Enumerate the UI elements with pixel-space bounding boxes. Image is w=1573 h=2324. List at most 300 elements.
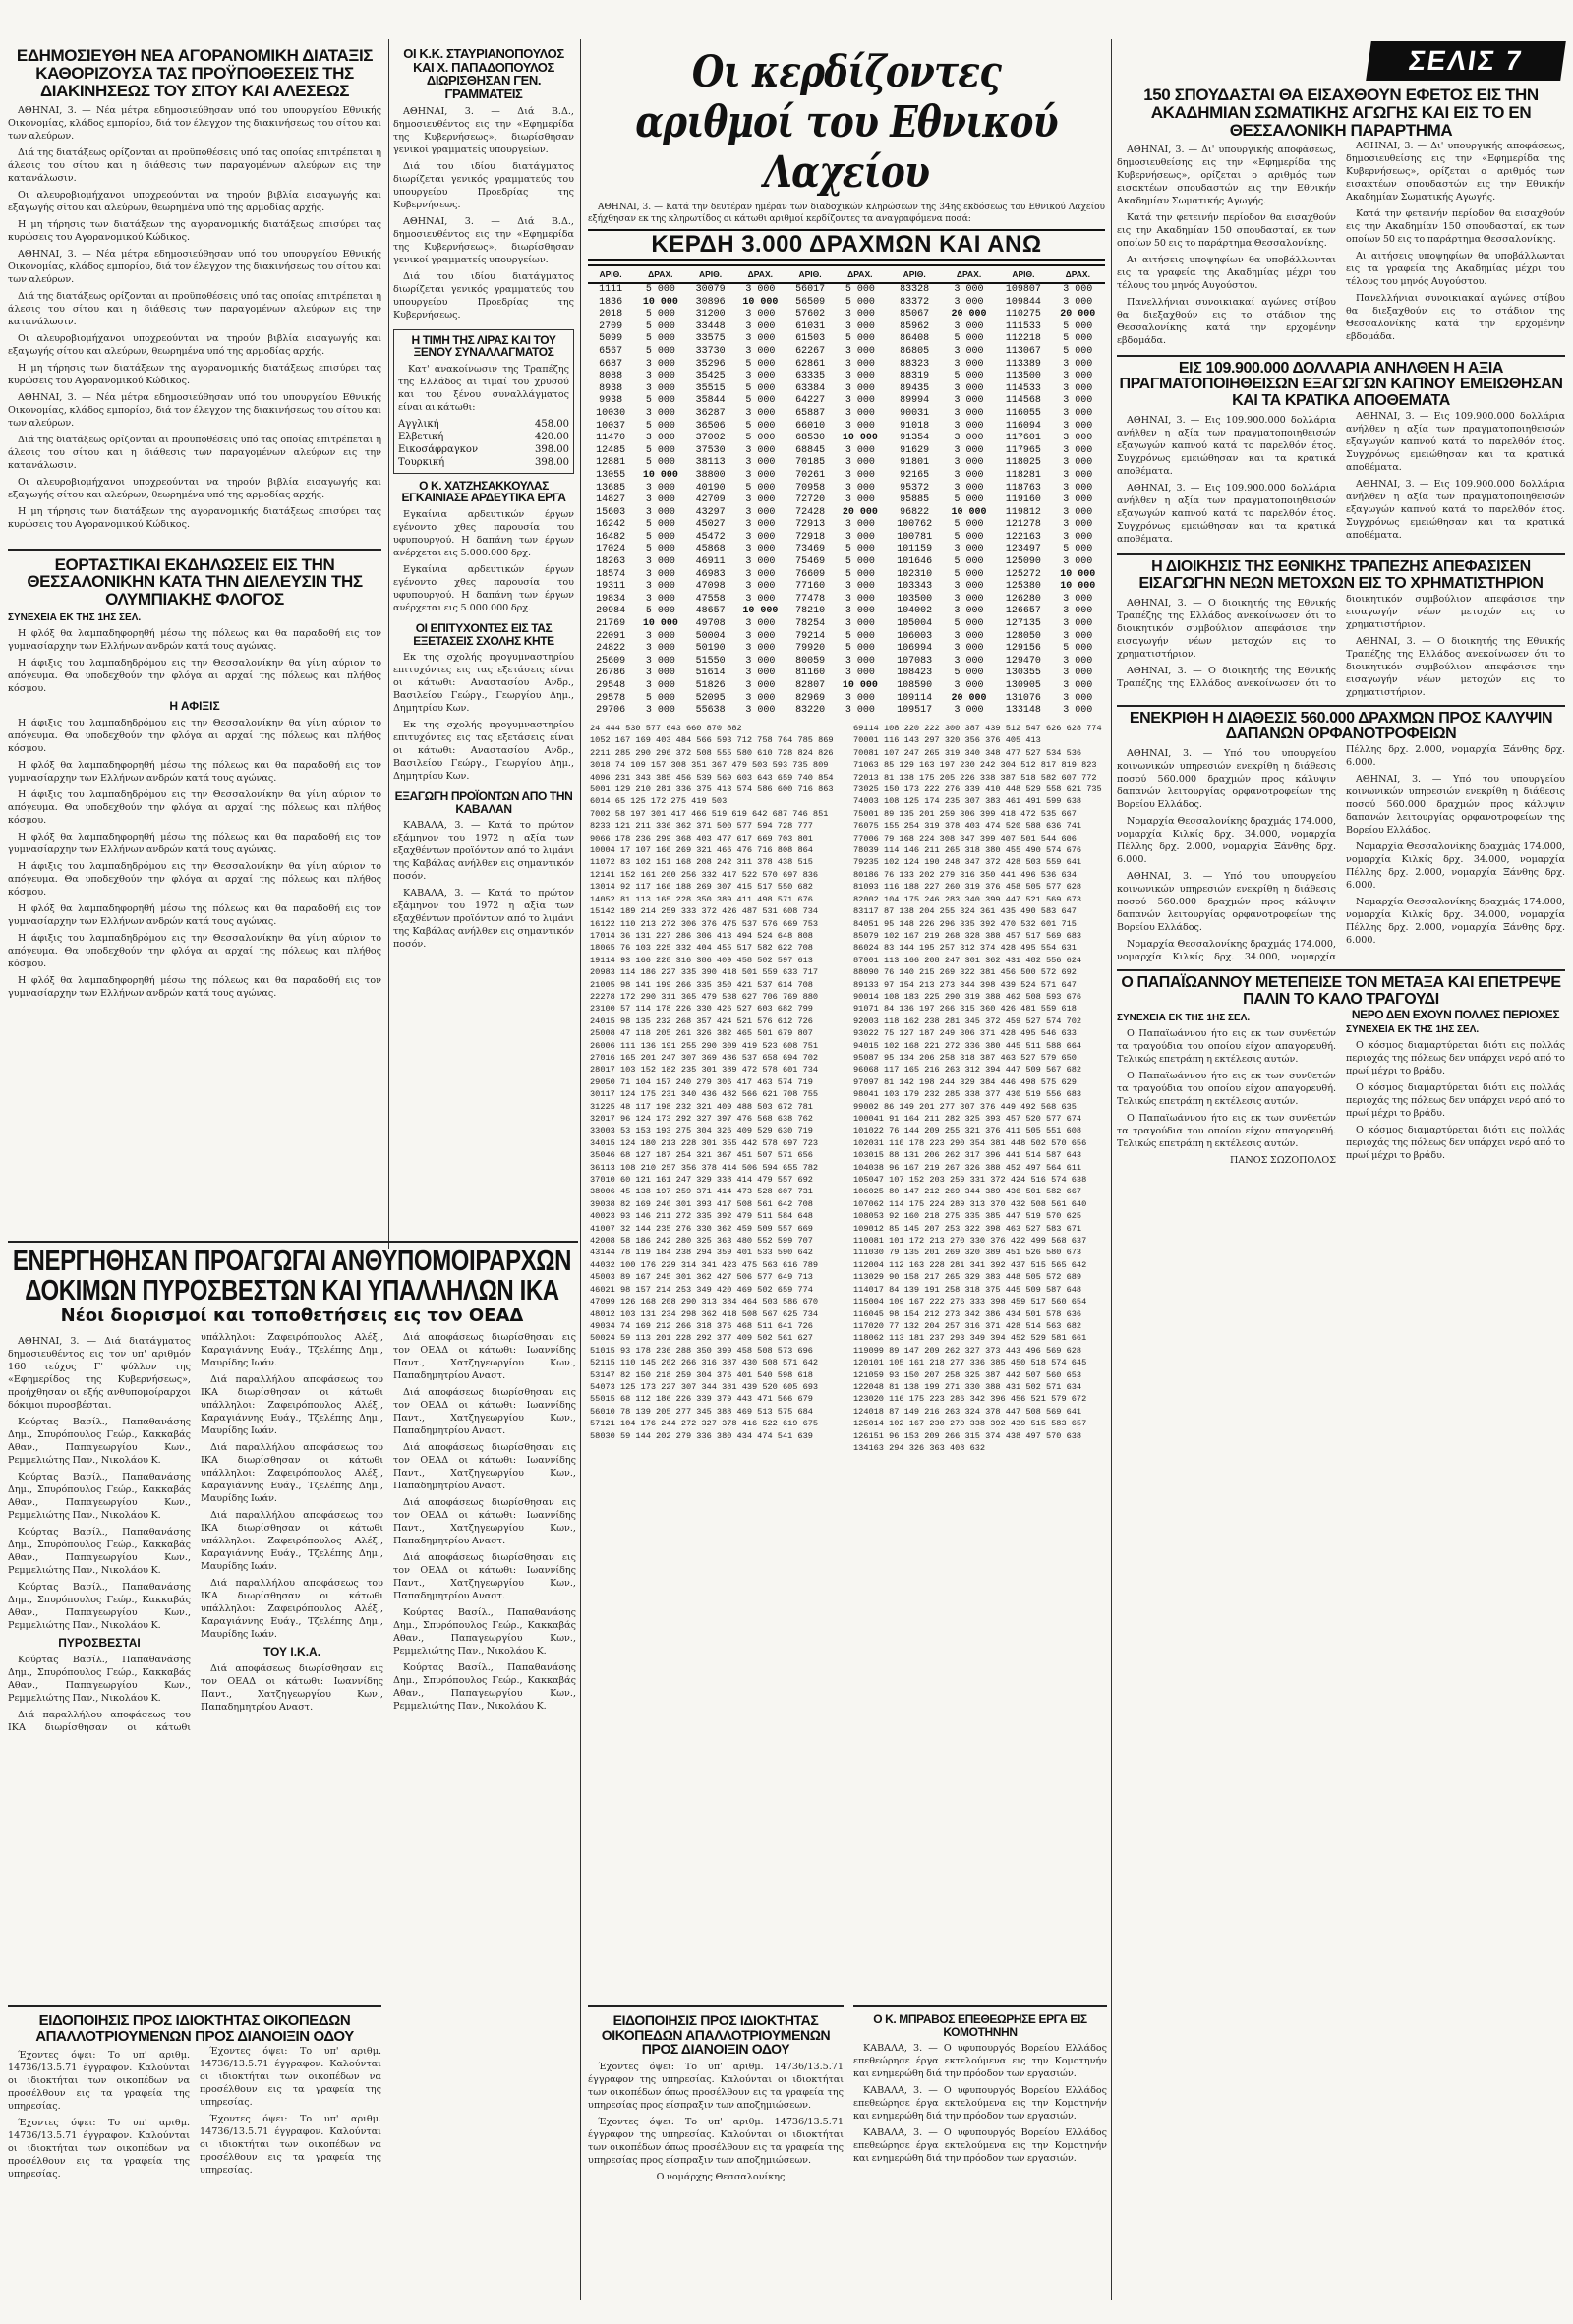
ticket-number: 130905: [1005, 680, 1041, 691]
ticket-number: 106994: [897, 643, 933, 655]
prize-amount: 3 000: [745, 544, 776, 555]
ticket-number: 91801: [900, 457, 930, 469]
prize-number-row: 13014 92 117 166 188 269 307 415 517 550 682: [590, 882, 813, 893]
prize-amount: 3 000: [845, 382, 875, 394]
ticket-number: 50190: [695, 643, 726, 655]
prize-amount: 5 000: [645, 531, 675, 543]
prize-amount: 3 000: [745, 643, 776, 655]
prize-amount: 3 000: [845, 705, 875, 716]
article-paragraph: Η άφιξις του λαμπαδηδρόμου εις την Θεσσαλονίκην θα γίνη αύριον το απόγευμα. Θα υποδεχθούν την φλόγα αι αρχαί της πόλεως και πλήθος κόσμου.: [8, 789, 381, 827]
prize-amount: 3 000: [954, 320, 984, 332]
article-headline: ΟΙ Κ.Κ. ΣΤΑΥΡΙΑΝΟΠΟΥΛΟΣ ΚΑΙ Χ. ΠΑΠΑΔΟΠΟΥΛΟΣ ΔΙΩΡΙΣΘΗΣΑΝ ΓΕΝ. ΓΡΑΜΜΑΤΕΙΣ: [403, 47, 564, 101]
article-paragraph: Η μη τήρησις των διατάξεων της αγορανομικής διατάξεως επισύρει τας κυρώσεις του Αγορανομικού Κώδικος.: [8, 505, 381, 530]
prize-amount: 3 000: [845, 358, 875, 370]
ticket-number: 15603: [596, 506, 626, 518]
table-header-cell: ΑΡΙΘ.: [588, 265, 633, 283]
ticket-number: 38113: [695, 457, 726, 469]
ticket-number: 66010: [795, 420, 826, 432]
article-paragraph: Αι αιτήσεις υποψηφίων θα υποβάλλωνται εις τα γραφεία της Ακαδημίας μέχρι του τέλους του μηνός Αυγούστου.: [1346, 250, 1565, 287]
prize-number-row: 40023 93 146 211 272 335 392 479 511 584 648: [590, 1211, 813, 1222]
column-rule: [388, 39, 389, 1249]
prize-number-row: 89133 97 154 213 273 344 398 439 524 571 647: [853, 979, 1077, 990]
ticket-number: 63384: [795, 382, 826, 394]
prize-amount: 3 000: [645, 371, 675, 382]
rate-value: 398.00: [535, 456, 569, 468]
prize-amount: 5 000: [845, 284, 875, 295]
prize-amount: 5 000: [954, 531, 984, 543]
ticket-number: 123497: [1005, 544, 1041, 555]
prize-amount: 3 000: [1063, 420, 1093, 432]
article-paragraph: Εγκαίνια αρδευτικών έργων εγένοντο χθες παρουσία του υφυπουργού. Η δαπάνη των έργων ανέρχεται εις 5.000.000 δρχ.: [393, 508, 574, 558]
article-paragraph: Νομαρχία Θεσσαλονίκης δραχμάς 174.000, νομαρχία Κιλκίς δρχ. 34.000, νομαρχία Πέλλης δρχ. 2.000, νομαρχία Ξάνθης δρχ. 6.000.: [1346, 897, 1565, 947]
prize-amount: 3 000: [745, 506, 776, 518]
article-paragraph: Η άφιξις του λαμπαδηδρόμου εις την Θεσσαλονίκην θα γίνη αύριον το απόγευμα. Θα υποδεχθούν την φλόγα αι αρχαί της πόλεως και πλήθος κόσμου.: [8, 658, 381, 695]
article-subhead: ΠΥΡΟΣΒΕΣΤΑΙ: [58, 1635, 141, 1650]
ticket-number: 10037: [596, 420, 626, 432]
article-paragraph: Διά αποφάσεως διωρίσθησαν εις τον ΟΕΑΔ οι κάτωθι: Ιωαννίδης Παντ., Χατζηγεωργίου Κων., Παπαδημητρίου Αναστ.: [393, 1331, 576, 1381]
prize-amount: 5 000: [645, 457, 675, 469]
prize-number-row: 33003 53 153 193 275 304 326 409 529 630 719: [590, 1126, 813, 1136]
ticket-number: 14827: [596, 494, 626, 506]
prize-number-row: 25008 47 118 205 261 326 382 465 501 679 807: [590, 1028, 813, 1039]
article-paragraph: Η μη τήρησις των διατάξεων της αγορανομικής διατάξεως επισύρει τας κυρώσεις του Αγορανομικού Κώδικος.: [8, 218, 381, 243]
ticket-number: 127135: [1005, 618, 1041, 630]
prize-number-row: 58030 59 144 202 279 336 380 434 474 541 639: [590, 1430, 813, 1441]
prize-amount: 3 000: [1063, 692, 1093, 704]
prize-amount: 3 000: [745, 284, 776, 295]
prize-amount: 3 000: [745, 568, 776, 580]
prize-amount: 5 000: [645, 420, 675, 432]
prize-number-row: 39038 82 169 240 301 393 417 508 561 642 708: [590, 1198, 813, 1209]
prize-amount: 5 000: [845, 544, 875, 555]
prize-amount: 3 000: [845, 309, 875, 320]
ticket-number: 103343: [897, 581, 933, 593]
ticket-number: 64227: [795, 395, 826, 407]
article-paragraph: Εκ της σχολής προγυμναστηρίου επιτυχόντες εις τας εξετάσεις είναι οι κάτωθι: Αναστασίου Ανδρ., Βασιλείου Γεώργ., Γεωργίου Δημ., Δημητρίου Κων.: [393, 720, 574, 783]
prize-amount: 5 000: [745, 482, 776, 494]
ticket-number: 92165: [900, 469, 930, 481]
ticket-number: 89994: [900, 395, 930, 407]
article-paragraph: Διά της διατάξεως ορίζονται αι προϋποθέσεις υπό τας οποίας επιτρέπεται η άλεσις του σίτου και η διάθεσις των παραγομένων αλεύρων εις την κατανάλωσιν.: [8, 146, 381, 184]
prize-number-row: 16122 110 213 272 306 376 475 537 576 669 753: [590, 918, 819, 929]
prize-amount: 5 000: [645, 395, 675, 407]
prize-amount: 3 000: [954, 482, 984, 494]
ticket-number: 45027: [695, 519, 726, 531]
article-paragraph: ΑΘΗΝΑΙ, 3. — Διά διατάγματος δημοσιευθέντος εις τον υπ' αριθμόν 160 τεύχος Γ' φύλλον της «Εφημερίδος της Κυβερνήσεως», προήχθησαν οι εξής ανθυπομοίραρχοι δόκιμοι πυροσβέσται.: [8, 1335, 191, 1411]
prize-amount: 3 000: [645, 407, 675, 419]
ticket-number: 8088: [599, 371, 623, 382]
prize-number-row: 35046 68 127 187 254 321 367 451 507 571 656: [590, 1150, 813, 1161]
prize-number-row: 21005 98 141 199 266 335 350 421 537 614 708: [590, 979, 813, 990]
ticket-number: 29548: [596, 680, 626, 691]
ticket-number: 46911: [695, 556, 726, 568]
table-row: [588, 643, 1105, 656]
prize-number-row: 27016 165 201 247 307 369 486 537 658 694 702: [590, 1052, 819, 1063]
prize-number-row: 101022 76 144 209 255 321 376 411 505 551 608: [853, 1126, 1082, 1136]
ticket-number: 33730: [695, 345, 726, 357]
article-headline: ΕΝΕΚΡΙΘΗ Η ΔΙΑΘΕΣΙΣ 560.000 ΔΡΑΧΜΩΝ ΠΡΟΣ ΚΑΛΥΨΙΝ ΔΑΠΑΝΩΝ ΟΡΦΑΝΟΤΡΟΦΕΙΩΝ: [1129, 709, 1553, 743]
ticket-number: 50004: [695, 630, 726, 642]
ticket-number: 108590: [897, 680, 933, 691]
ticket-number: 26786: [596, 668, 626, 679]
table-row: [588, 297, 1105, 310]
ticket-number: 29706: [596, 705, 626, 716]
prize-number-row: 86024 83 144 195 257 312 374 428 495 554 631: [853, 943, 1077, 954]
prize-number-row: 30117 124 175 231 340 436 482 566 621 708 755: [590, 1089, 819, 1100]
prize-number-row: 29050 71 104 157 240 279 306 417 463 574 719: [590, 1076, 813, 1087]
table-row: [588, 408, 1105, 421]
prize-number-row: 108053 92 160 218 275 335 385 447 519 570 625: [853, 1211, 1082, 1222]
prize-amount: 5 000: [954, 668, 984, 679]
article-paragraph: ΑΘΗΝΑΙ, 3. — Δι' υπουργικής αποφάσεως, δημοσιευθείσης εις την «Εφημερίδα της Κυβερνήσεως», ορίζεται ο αριθμός των εισακτέων σπουδαστών εις την Εθνικήν Ακαδημίαν Σωματικής Αγωγής.: [1117, 144, 1336, 206]
prize-amount: 20 000: [951, 692, 987, 704]
prize-number-row: 126151 96 153 209 266 315 374 438 497 570 638: [853, 1430, 1082, 1441]
prize-number-row: 43144 78 119 184 238 294 359 401 533 590 642: [590, 1248, 813, 1258]
prize-amount: 3 000: [954, 469, 984, 481]
prize-amount: 3 000: [1063, 593, 1093, 605]
ticket-number: 85067: [900, 309, 930, 320]
ticket-number: 83220: [795, 705, 826, 716]
ticket-number: 12485: [596, 444, 626, 456]
ticket-number: 88319: [900, 371, 930, 382]
prize-number-row: 9066 178 236 299 368 403 477 617 669 703 801: [590, 833, 813, 843]
table-header-cell: ΑΡΙΘ.: [688, 265, 733, 283]
prize-amount: 5 000: [645, 544, 675, 555]
lottery-results: [588, 47, 1105, 716]
table-row: [588, 445, 1105, 458]
notice-center: [588, 2005, 844, 2308]
prize-amount: 3 000: [745, 309, 776, 320]
prize-number-row: 73025 150 173 222 276 339 410 448 529 558 621 735: [853, 784, 1102, 795]
article-paragraph: Η φλόξ θα λαμπαδηφορηθή μέσω της πόλεως και θα παραδοθή εις τον γυμνασίαρχην των Ελλήνων ανδρών κατά τους αγώνας.: [8, 975, 381, 1000]
prize-number-row: 105047 107 152 203 259 331 372 424 516 574 638: [853, 1175, 1087, 1186]
ticket-number: 62267: [795, 345, 826, 357]
article-paragraph: Πανελλήνιαι συνοικιακαί αγώνες στίβου θα διεξαχθούν εις το στάδιον της Θεσσαλονίκης κατά την ερχομένην εβδομάδα.: [1346, 292, 1565, 342]
ticket-number: 10030: [596, 407, 626, 419]
rates-list: [398, 418, 569, 469]
prize-amount: 5 000: [845, 630, 875, 642]
prize-amount: 3 000: [845, 618, 875, 630]
prize-amount: 3 000: [1063, 519, 1093, 531]
ticket-number: 47098: [695, 581, 726, 593]
ticket-number: 22091: [596, 630, 626, 642]
prize-number-row: 110081 101 172 213 270 330 376 422 499 568 637: [853, 1236, 1087, 1247]
prize-amount: 3 000: [954, 680, 984, 691]
prize-amount: 3 000: [1063, 618, 1093, 630]
article-paragraph: Κούρτας Βασίλ., Παπαθανάσης Δημ., Σπυρόπουλος Γεώρ., Κακκαβάς Αθαν., Παπαγεωργίου Κων., Ρεμμελιώτης Παν., Νικολάου Κ.: [393, 1661, 576, 1712]
prize-number-row: 116045 98 154 212 273 342 386 434 501 578 636: [853, 1308, 1082, 1319]
article-paragraph: Διά αποφάσεως διωρίσθησαν εις τον ΟΕΑΔ οι κάτωθι: Ιωαννίδης Παντ., Χατζηγεωργίου Κων., Παπαδημητρίου Αναστ.: [201, 1663, 383, 1714]
ticket-number: 101646: [897, 556, 933, 568]
prize-amount: 3 000: [745, 655, 776, 667]
article-paragraph: ΑΘΗΝΑΙ, 3. — Διά Β.Δ., δημοσιευθέντος εις την «Εφημερίδα της Κυβερνήσεως», διωρίσθησαν γενικοί γραμματείς υπουργείων.: [393, 105, 574, 155]
rate-row: [398, 431, 569, 443]
prize-amount: 3 000: [845, 606, 875, 617]
notice-text: Έχοντες όψει: Το υπ' αριθμ. 14736/13.5.71 έγγραφον. Καλούνται οι ιδιοκτήται των οικοπέδων να προσέλθουν εις τα γραφεία της υπηρεσίας.: [8, 2117, 190, 2179]
notice-headline: ΕΙΔΟΠΟΙΗΣΙΣ ΠΡΟΣ ΙΔΙΟΚΤΗΤΑΣ ΟΙΚΟΠΕΔΩΝ ΑΠΑΛΛΟΤΡΙΟΥΜΕΝΩΝ ΠΡΟΣ ΔΙΑΝΟΙΞΙΝ ΟΔΟΥ: [35, 2012, 354, 2045]
article-headline: ΕΟΡΤΑΣΤΙΚΑΙ ΕΚΔΗΛΩΣΕΙΣ ΕΙΣ ΤΗΝ ΘΕΣΣΑΛΟΝΙΚΗΝ ΚΑΤΑ ΤΗΝ ΔΙΕΛΕΥΣΙΝ ΤΗΣ ΟΛΥΜΠΙΑΚΗΣ ΦΛΟΓΟΣ: [27, 554, 363, 610]
article-headline: Η ΔΙΟΙΚΗΣΙΣ ΤΗΣ ΕΘΝΙΚΗΣ ΤΡΑΠΕΖΗΣ ΑΠΕΦΑΣΙΣΕΝ ΕΙΣΑΓΩΓΗΝ ΝΕΩΝ ΜΕΤΟΧΩΝ ΕΙΣ ΤΟ ΧΡΗΜΑΤΙΣΤΗΡΙΟΝ: [1138, 557, 1544, 592]
ticket-number: 126280: [1005, 593, 1041, 605]
article-headline: ΟΙ ΕΠΙΤΥΧΟΝΤΕΣ ΕΙΣ ΤΑΣ ΕΞΕΤΑΣΕΙΣ ΣΧΟΛΗΣ ΚΗΤΕ: [413, 620, 554, 648]
article-headline: ΝΕΡΟ ΔΕΝ ΕΧΟΥΝ ΠΟΛΛΕΣ ΠΕΡΙΟΧΕΣ: [1351, 1007, 1560, 1021]
prize-amount: 5 000: [954, 333, 984, 345]
ticket-number: 70261: [795, 469, 826, 481]
prize-amount: 5 000: [745, 395, 776, 407]
ticket-number: 11470: [596, 433, 626, 444]
ticket-number: 82807: [795, 680, 826, 691]
ticket-number: 35425: [695, 371, 726, 382]
notice-text: Έχοντες όψει: Το υπ' αριθμ. 14736/13.5.71 έγγραφον. Καλούνται οι ιδιοκτήται των οικοπέδων να προσέλθουν εις τα γραφεία της υπηρεσίας.: [200, 2045, 381, 2108]
table-row: [588, 457, 1105, 470]
article-paragraph: ΑΘΗΝΑΙ, 3. — Εις 109.900.000 δολλάρια ανήλθεν η αξία των πραγματοποιηθεισών εξαγωγών καπνού κατά το παρελθόν έτος. Συγχρόνως εμειώθησαν και τα κρατικά αποθέματα.: [1117, 414, 1336, 477]
prize-number-row: 117020 77 132 204 257 316 371 428 514 563 682: [853, 1320, 1082, 1331]
ticket-number: 56509: [795, 296, 826, 308]
prize-number-row: 70081 107 247 265 319 340 348 477 527 534 536: [853, 747, 1082, 758]
article-paragraph: Διά του ιδίου διατάγματος διωρίζεται γενικός γραμματεύς του υπουργείου Προεδρίας της Κυβερνήσεως.: [393, 270, 574, 320]
article-paragraph: ΑΘΗΝΑΙ, 3. — Δι' υπουργικής αποφάσεως, δημοσιευθείσης εις την «Εφημερίδα της Κυβερνήσεως», ορίζεται ο αριθμός των εισακτέων σπουδαστών εις την Εθνικήν Ακαδημίαν Σωματικής Αγωγής.: [1346, 140, 1565, 203]
ticket-number: 2709: [599, 320, 623, 332]
article-paragraph: ΚΑΒΑΛΑ, 3. — Κατά το πρώτον εξάμηνον του 1972 η αξία των εξαχθέντων προϊόντων από το λιμάνι της Καβάλας ανήλθεν εις σημαντικόν ποσόν.: [393, 820, 574, 883]
prize-number-row: 34015 124 180 213 228 301 355 442 578 697 723: [590, 1137, 819, 1148]
rate-name: Αγγλική: [398, 418, 439, 430]
article-paragraph: ΚΑΒΑΛΑ, 3. — Ο υφυπουργός Βορείου Ελλάδος επεθεώρησε έργα εκτελούμενα εις την Κομοτηνήν και ενημερώθη διά την πρόοδον των εργασιών.: [853, 2085, 1107, 2122]
table-row: [588, 556, 1105, 569]
prize-amount: 3 000: [845, 692, 875, 704]
ticket-number: 95372: [900, 482, 930, 494]
ticket-number: 52095: [695, 692, 726, 704]
prize-number-row: 107062 114 175 224 289 313 370 432 508 561 640: [853, 1198, 1087, 1209]
article-paragraph: ΑΘΗΝΑΙ, 3. — Νέα μέτρα εδημοσιεύθησαν υπό του υπουργείου Εθνικής Οικονομίας, κλάδος εμπορίου, διά τον έλεγχον της διακινήσεως του σίτου και των αλεύρων.: [8, 248, 381, 285]
prize-number-row: 44032 100 176 229 314 341 423 475 563 616 789: [590, 1259, 819, 1270]
article-paragraph: Κούρτας Βασίλ., Παπαθανάσης Δημ., Σπυρόπουλος Γεώρ., Κακκαβάς Αθαν., Παπαγεωργίου Κων., Ρεμμελιώτης Παν., Νικολάου Κ.: [8, 1581, 191, 1631]
prize-amount: 3 000: [1063, 382, 1093, 394]
prize-number-row: 77006 79 168 224 308 347 399 407 501 544 606: [853, 833, 1077, 843]
ticket-number: 72913: [795, 519, 826, 531]
prize-amount: 3 000: [954, 655, 984, 667]
prize-number-row: 4096 231 343 385 456 539 569 603 643 659 740 854: [590, 772, 834, 783]
article-paragraph: ΑΘΗΝΑΙ, 3. — Ο διοικητής της Εθνικής Τραπέζης της Ελλάδος ανεκοίνωσεν ότι το διοικητικόν συμβούλιον απεφάσισε την εισαγωγήν νέων μετοχών εις το χρηματιστήριον.: [1117, 593, 1565, 689]
prize-number-row: 84051 95 148 226 296 335 392 470 532 601 715: [853, 918, 1077, 929]
prize-number-row: 111030 79 135 201 269 320 389 451 526 580 673: [853, 1248, 1082, 1258]
prize-number-row: 5001 129 210 281 336 375 413 574 586 600 716 863: [590, 784, 834, 795]
article-paragraph: Νομαρχία Θεσσαλονίκης δραχμάς 174.000, νομαρχία Κιλκίς δρχ. 34.000, νομαρχία Πέλλης δρχ. 2.000, νομαρχία Ξάνθης δρχ. 6.000.: [1117, 744, 1565, 963]
prize-number-row: 18065 76 103 225 332 404 455 517 582 622 708: [590, 943, 813, 954]
prize-number-row: 23100 57 114 178 226 330 426 527 603 682 799: [590, 1004, 813, 1015]
prize-number-row: 80186 76 133 202 279 316 350 441 496 536 634: [853, 869, 1077, 880]
prize-number-row: 99002 86 149 201 277 307 376 449 492 568 635: [853, 1101, 1077, 1112]
table-row: [588, 668, 1105, 680]
prize-number-row: 24 444 530 577 643 660 870 882: [590, 724, 742, 733]
article-paragraph: ΑΘΗΝΑΙ, 3. — Υπό του υπουργείου κοινωνικών υπηρεσιών ενεκρίθη η διάθεσις ποσού 560.000 δραχμών προς κάλυψιν δαπανών λειτουργίας ορφανοτροφείων της Βορείου Ελλάδος.: [1117, 748, 1336, 811]
prize-number-row: 106025 80 147 212 269 344 389 436 501 582 667: [853, 1187, 1082, 1197]
section-rule: [8, 1241, 578, 1243]
table-row: [588, 631, 1105, 644]
table-row: [588, 359, 1105, 372]
prize-number-row: 45003 89 167 245 301 362 427 506 577 649 713: [590, 1272, 813, 1283]
table-row: [588, 346, 1105, 359]
article-paragraph: Διά παραλλήλου αποφάσεως του ΙΚΑ διωρίσθησαν οι κάτωθι υπάλληλοι: Ζαφειρόπουλος Αλέξ., Καραγιάννης Ευάγ., Τζελέπης Δημ., Μαυρίδης Ιωάν.: [201, 1441, 383, 1504]
prize-amount: 3 000: [745, 407, 776, 419]
prize-number-row: 41007 32 144 235 276 330 362 459 509 557 669: [590, 1223, 813, 1234]
ticket-number: 30079: [695, 284, 726, 295]
prize-amount: 5 000: [645, 519, 675, 531]
ticket-number: 129156: [1005, 643, 1041, 655]
prize-number-row: 47099 126 168 208 290 313 384 464 503 586 670: [590, 1297, 819, 1307]
prize-amount: 5 000: [645, 345, 675, 357]
prize-amount: 3 000: [645, 433, 675, 444]
prize-number-row: 54073 125 173 227 307 344 381 439 520 605 693: [590, 1381, 819, 1392]
prize-amount: 3 000: [645, 581, 675, 593]
ticket-number: 113500: [1005, 371, 1041, 382]
prize-amount: 3 000: [845, 469, 875, 481]
ticket-number: 101159: [897, 544, 933, 555]
ticket-number: 55638: [695, 705, 726, 716]
prize-amount: 3 000: [1063, 606, 1093, 617]
prize-number-row: 123020 116 175 223 286 342 396 456 521 579 672: [853, 1394, 1087, 1405]
lottery-title: Οι κερδίζοντες αριθμοί του Εθνικού Λαχείου: [635, 47, 1058, 198]
table-row: [588, 371, 1105, 383]
prize-number-row: 37010 60 121 161 247 329 338 414 479 557 692: [590, 1175, 813, 1186]
table-row: [588, 532, 1105, 545]
ticket-number: 48657: [695, 606, 726, 617]
article-paragraph: Πανελλήνιαι συνοικιακαί αγώνες στίβου θα διεξαχθούν εις το στάδιον της Θεσσαλονίκης κατά την ερχομένην εβδομάδα.: [1117, 296, 1336, 346]
ticket-number: 57602: [795, 309, 826, 320]
prize-amount: 3 000: [845, 345, 875, 357]
ticket-number: 33448: [695, 320, 726, 332]
ticket-number: 83372: [900, 296, 930, 308]
ticket-number: 18574: [596, 568, 626, 580]
ticket-number: 45868: [695, 544, 726, 555]
article-paragraph: ΚΑΒΑΛΑ, 3. — Ο υφυπουργός Βορείου Ελλάδος επεθεώρησε έργα εκτελούμενα εις την Κομοτηνήν και ενημερώθη διά την πρόοδον των εργασιών.: [853, 2127, 1107, 2165]
prize-amount: 5 000: [645, 606, 675, 617]
prize-amount: 3 000: [745, 668, 776, 679]
ticket-number: 81160: [795, 668, 826, 679]
prize-amount: 3 000: [745, 531, 776, 543]
article-paragraph: Διά παραλλήλου αποφάσεως του ΙΚΑ διωρίσθησαν οι κάτωθι υπάλληλοι: Ζαφειρόπουλος Αλέξ., Καραγιάννης Ευάγ., Τζελέπης Δημ., Μαυρίδης Ιωάν.: [8, 1331, 383, 1734]
article-paragraph: Κούρτας Βασίλ., Παπαθανάσης Δημ., Σπυρόπουλος Γεώρ., Κακκαβάς Αθαν., Παπαγεωργίου Κων., Ρεμμελιώτης Παν., Νικολάου Κ.: [8, 1655, 191, 1705]
table-header-cell: ΔΡΑΧ.: [733, 265, 787, 283]
table-row: [588, 519, 1105, 532]
lottery-table: [588, 264, 1105, 716]
continuation-kicker: ΣΥΝΕΧΕΙΑ ΕΚ ΤΗΣ 1ΗΣ ΣΕΛ.: [1346, 1024, 1480, 1036]
ticket-number: 61503: [795, 333, 826, 345]
prize-amount: 3 000: [1063, 469, 1093, 481]
prize-number-row: 90014 108 183 225 290 319 388 462 508 593 676: [853, 991, 1082, 1002]
ticket-number: 43297: [695, 506, 726, 518]
prize-number-row: 56010 78 139 205 277 345 388 469 513 575 684: [590, 1406, 813, 1417]
notice-left: [8, 2005, 381, 2308]
column-rule: [580, 39, 581, 2300]
prize-number-row: 104038 96 167 219 267 326 388 452 497 564 611: [853, 1162, 1082, 1173]
table-row: [588, 705, 1105, 716]
column-second: [393, 47, 574, 1232]
prize-amount: 3 000: [645, 382, 675, 394]
rate-row: [398, 456, 569, 469]
ticket-number: 35515: [695, 382, 726, 394]
prize-number-row: 124018 87 149 216 263 324 378 447 508 569 641: [853, 1406, 1082, 1417]
ticket-number: 65887: [795, 407, 826, 419]
article-paragraph: Η φλόξ θα λαμπαδηφορηθή μέσω της πόλεως και θα παραδοθή εις τον γυμνασίαρχην των Ελλήνων ανδρών κατά τους αγώνας.: [8, 628, 381, 653]
table-row: [588, 494, 1105, 507]
article-paragraph: Διά παραλλήλου αποφάσεως του ΙΚΑ διωρίσθησαν οι κάτωθι υπάλληλοι: Ζαφειρόπουλος Αλέξ., Καραγιάννης Ευάγ., Τζελέπης Δημ., Μαυρίδης Ιωάν.: [201, 1577, 383, 1640]
prize-amount: 5 000: [645, 284, 675, 295]
prize-number-row: 70001 116 143 297 320 356 376 405 413: [853, 735, 1041, 746]
article-headline: ΕΔΗΜΟΣΙΕΥΘΗ ΝΕΑ ΑΓΟΡΑΝΟΜΙΚΗ ΔΙΑΤΑΞΙΣ ΚΑΘΟΡΙΖΟΥΣΑ ΤΑΣ ΠΡΟΫΠΟΘΕΣΕΙΣ ΤΗΣ ΔΙΑΚΙΝΗΣΕΩΣ ΤΟΥ ΣΙΤΟΥ ΚΑΙ ΑΛΕΣΕΩΣ: [16, 47, 374, 100]
ticket-number: 83328: [900, 284, 930, 295]
prize-number-row: 48012 103 131 234 298 362 418 508 567 625 734: [590, 1308, 819, 1319]
prize-amount: 5 000: [645, 444, 675, 456]
prize-number-row: 36113 108 210 257 356 378 414 506 594 655 782: [590, 1162, 819, 1173]
ticket-number: 75469: [795, 556, 826, 568]
ticket-number: 36287: [695, 407, 726, 419]
article-headline: ΕΙΣ 109.900.000 ΔΟΛΛΑΡΙΑ ΑΝΗΛΘΕΝ Η ΑΞΙΑ ΠΡΑΓΜΑΤΟΠΟΙΗΘΕΙΣΩΝ ΕΞΑΓΩΓΩΝ ΚΑΠΝΟΥ ΕΜΕΙΩΘΗΣΑΝ ΚΑΙ ΤΑ ΚΡΑΤΙΚΑ ΑΠΟΘΕΜΑΤΑ: [1119, 359, 1563, 410]
prize-number-row: 100041 91 164 211 282 325 393 457 520 577 674: [853, 1114, 1082, 1124]
table-row: [588, 470, 1105, 483]
ticket-number: 122163: [1005, 531, 1041, 543]
prize-amount: 5 000: [1063, 320, 1093, 332]
ticket-number: 89435: [900, 382, 930, 394]
ticket-number: 6567: [599, 345, 623, 357]
prize-amount: 20 000: [1060, 309, 1096, 320]
notice-text: Έχοντες όψει: Το υπ' αριθμ. 14736/13.5.71 έγγραφον της υπηρεσίας. Καλούνται οι ιδιοκτήται των οικοπέδων όπως προσέλθουν εις τα γραφεία της υπηρεσίας προς είσπραξιν των αποζημιώσεων.: [588, 2062, 844, 2112]
article-paragraph: Κούρτας Βασίλ., Παπαθανάσης Δημ., Σπυρόπουλος Γεώρ., Κακκαβάς Αθαν., Παπαγεωργίου Κων., Ρεμμελιώτης Παν., Νικολάου Κ.: [393, 1606, 576, 1656]
article-paragraph: Ο Παπαϊωάννου ήτο εις εκ των συνθετών τα τραγούδια του οποίου είχον απαγορευθή. Τελικώς επετράπη η εκτέλεσις αυτών.: [1117, 1070, 1336, 1107]
ticket-number: 129470: [1005, 655, 1041, 667]
ticket-number: 35844: [695, 395, 726, 407]
prize-amount: 3 000: [1063, 433, 1093, 444]
prize-amount: 5 000: [745, 382, 776, 394]
prize-amount: 3 000: [645, 358, 675, 370]
article-paragraph: Κούρτας Βασίλ., Παπαθανάσης Δημ., Σπυρόπουλος Γεώρ., Κακκαβάς Αθαν., Παπαγεωργίου Κων., Ρεμμελιώτης Παν., Νικολάου Κ.: [8, 1471, 191, 1521]
prize-amount: 3 000: [745, 618, 776, 630]
prize-amount: 3 000: [954, 457, 984, 469]
ticket-number: 126657: [1005, 606, 1041, 617]
prize-amount: 3 000: [954, 296, 984, 308]
article-paragraph: Διά της διατάξεως ορίζονται αι προϋποθέσεις υπό τας οποίας επιτρέπεται η άλεσις του σίτου και η διάθεσις των παραγομένων αλεύρων εις την κατανάλωσιν.: [8, 434, 381, 471]
article-paragraph: Διά αποφάσεως διωρίσθησαν εις τον ΟΕΑΔ οι κάτωθι: Ιωαννίδης Παντ., Χατζηγεωργίου Κων., Παπαδημητρίου Αναστ.: [393, 1551, 576, 1601]
prize-number-row: 3018 74 109 157 308 351 367 479 503 593 735 809: [590, 760, 829, 771]
article-paragraph: ΑΘΗΝΑΙ, 3. — Νέα μέτρα εδημοσιεύθησαν υπό του υπουργείου Εθνικής Οικονομίας, κλάδος εμπορίου, διά τον έλεγχον της διακινήσεως του σίτου και των αλεύρων.: [8, 391, 381, 429]
prize-number-row: 75001 89 135 201 259 306 399 418 472 535 667: [853, 808, 1077, 819]
ticket-number: 112218: [1005, 333, 1041, 345]
prize-amount: 3 000: [1063, 655, 1093, 667]
prize-amount: 10 000: [742, 606, 779, 617]
small-prize-list-left: [590, 723, 847, 1991]
prize-amount: 3 000: [954, 382, 984, 394]
ticket-number: 1111: [599, 284, 623, 295]
table-header-cell: ΑΡΙΘ.: [888, 265, 942, 283]
prize-amount: 3 000: [645, 630, 675, 642]
prize-amount: 3 000: [745, 444, 776, 456]
ticket-number: 30896: [695, 296, 726, 308]
rate-row: [398, 443, 569, 456]
article-paragraph: Διά αποφάσεως διωρίσθησαν εις τον ΟΕΑΔ οι κάτωθι: Ιωαννίδης Παντ., Χατζηγεωργίου Κων., Παπαδημητρίου Αναστ.: [393, 1441, 576, 1491]
story-komotini: [853, 2005, 1107, 2308]
prize-amount: 5 000: [645, 320, 675, 332]
prize-amount: 5 000: [954, 556, 984, 568]
table-row: [588, 507, 1105, 520]
ticket-number: 80059: [795, 655, 826, 667]
ticket-number: 72918: [795, 531, 826, 543]
ticket-number: 125380: [1005, 581, 1041, 593]
ticket-number: 118281: [1005, 469, 1041, 481]
ticket-number: 105004: [897, 618, 933, 630]
article-paragraph: ΑΘΗΝΑΙ, 3. — Νέα μέτρα εδημοσιεύθησαν υπό του υπουργείου Εθνικής Οικονομίας, κλάδος εμπορίου, διά τον έλεγχον της διακινήσεως του σίτου και των αλεύρων.: [8, 104, 381, 142]
prize-amount: 3 000: [845, 371, 875, 382]
box-headline: Η ΤΙΜΗ ΤΗΣ ΛΙΡΑΣ ΚΑΙ ΤΟΥ ΞΕΝΟΥ ΣΥΝΑΛΛΑΓΜΑΤΟΣ: [411, 332, 556, 360]
prize-number-row: 113029 90 158 217 265 329 383 448 505 572 689: [853, 1272, 1082, 1283]
